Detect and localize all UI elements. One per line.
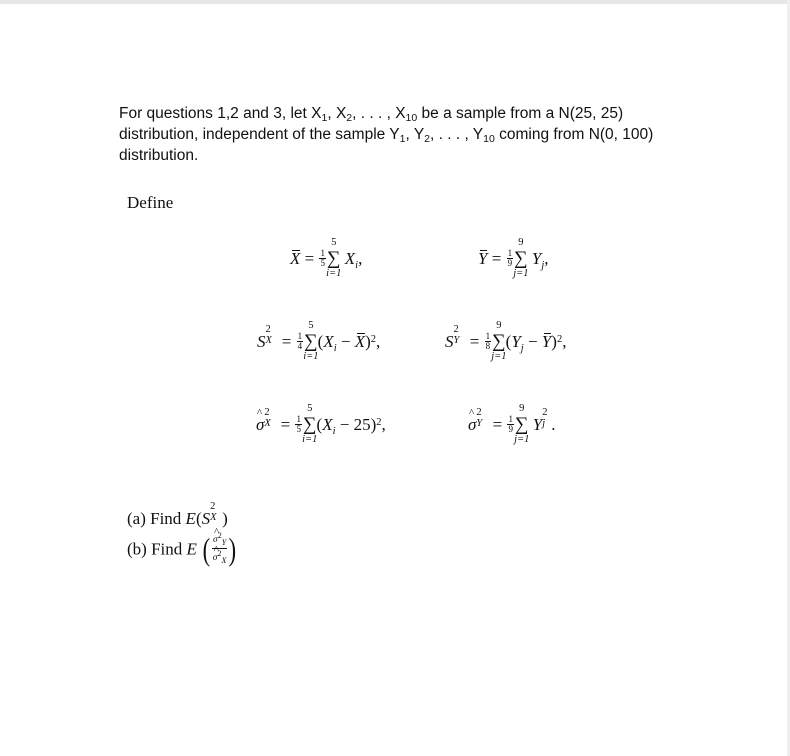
- top-border: [0, 0, 790, 4]
- intro-paragraph: For questions 1,2 and 3, let $X_1$, $X_2$, . . . , $X_{10}$ be a sample from a N(25, 25) distribution, independent of the sample $Y_1$, $Y_2$, . . . , $Y_{10}$ coming from N(0, 100) distribution.: [119, 105, 654, 164]
- define-label: Define: [127, 193, 174, 212]
- question-a: (a) Find E(S 2 X ): [127, 501, 228, 528]
- question-b: (b) Find E ( ^ $\sigma^2_Y$ ^ $\sigma^2_X$ ): [127, 533, 238, 568]
